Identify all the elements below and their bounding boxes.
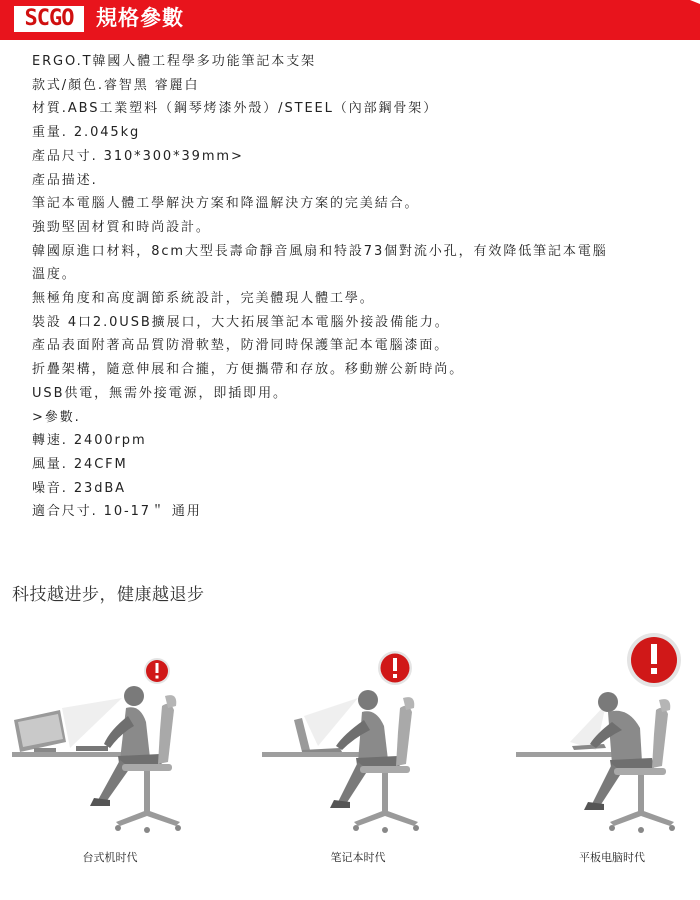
caption-desktop-era: 台式机时代 bbox=[82, 851, 138, 864]
spec-line: 裝設 4口2.0USB擴展口，大大拓展筆記本電腦外接設備能力。 bbox=[32, 314, 450, 330]
spec-line: 筆記本電腦人體工學解決方案和降溫解決方案的完美結合。 bbox=[32, 196, 420, 212]
spec-line: 噪音. 23dBA bbox=[32, 480, 126, 496]
spec-line: 強勁堅固材質和時尚設計。 bbox=[32, 219, 211, 235]
spec-line: >參數. bbox=[32, 409, 81, 425]
spec-line: 產品尺寸. 310*300*39mm> bbox=[32, 148, 244, 164]
spec-line: 產品表面附著高品質防滑軟墊，防滑同時保護筆記本電腦漆面。 bbox=[32, 338, 450, 354]
spec-line: 無極角度和高度調節系統設計，完美體現人體工學。 bbox=[32, 291, 375, 307]
section-title: 規格參數 bbox=[96, 6, 184, 30]
caption-laptop-era: 笔记本时代 bbox=[330, 851, 386, 864]
office-chair-icon bbox=[115, 695, 181, 833]
brand-logo bbox=[14, 6, 84, 32]
spec-list bbox=[32, 50, 692, 524]
warning-icon bbox=[144, 658, 170, 684]
caption-tablet-era: 平板电脑时代 bbox=[579, 851, 645, 864]
logo-text: SCGO bbox=[24, 6, 74, 31]
spec-line: 轉速. 2400rpm bbox=[32, 433, 147, 449]
spec-line: 適合尺寸. 10-17＂ 通用 bbox=[32, 504, 202, 520]
spec-line: 款式/顏色.睿智黑 睿麗白 bbox=[32, 77, 200, 93]
slogan-heading: 科技越进步，健康越退步 bbox=[12, 585, 205, 605]
spec-line: 風量. 24CFM bbox=[32, 456, 128, 472]
spec-line: 材質.ABS工業塑料（鋼琴烤漆外殼）/STEEL（內部鋼骨架） bbox=[32, 101, 439, 117]
illustration-desktop bbox=[10, 630, 210, 880]
laptop-posture-illustration bbox=[258, 630, 458, 845]
spec-line: 產品描述. bbox=[32, 172, 98, 188]
spec-line: 重量. 2.045kg bbox=[32, 125, 141, 141]
illustration-tablet bbox=[512, 630, 700, 880]
desktop-posture-illustration bbox=[10, 630, 210, 845]
spec-line: ERGO.T韓國人體工程學多功能筆記本支架 bbox=[32, 54, 316, 69]
illustration-laptop bbox=[258, 630, 458, 880]
monitor-icon bbox=[14, 710, 66, 753]
spec-line: 韓國原進口材料，8cm大型長壽命靜音風扇和特設73個對流小孔，有效降低筆記本電腦 bbox=[32, 243, 608, 259]
warning-icon bbox=[627, 633, 681, 687]
warning-icon bbox=[378, 651, 412, 685]
tablet-posture-illustration bbox=[512, 630, 700, 845]
spec-line: USB供電，無需外接電源，即插即用。 bbox=[32, 385, 288, 401]
header-banner bbox=[0, 0, 700, 40]
spec-line: 折疊架構，隨意伸展和合攏，方便攜帶和存放。移動辦公新時尚。 bbox=[32, 362, 465, 378]
spec-line: 溫度。 bbox=[32, 267, 77, 283]
